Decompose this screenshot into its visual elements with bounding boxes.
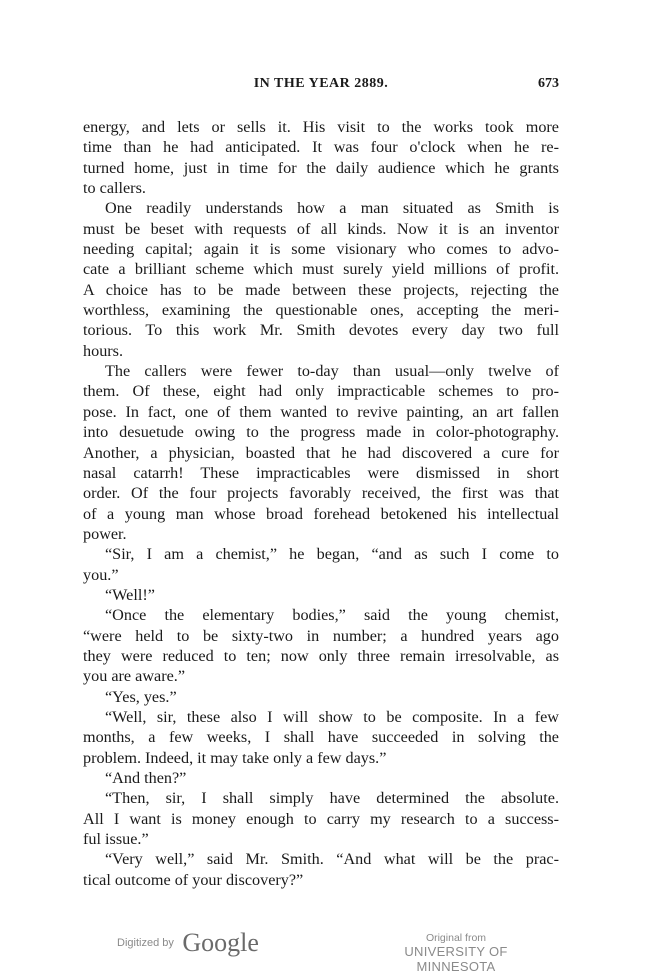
google-logo: Google (182, 928, 259, 957)
text-line: must be beset with requests of all kinds. Now it is an inventor (83, 219, 559, 238)
body-text (83, 117, 559, 890)
text-line: The callers were fewer to-day than usual—only twelve of (105, 362, 559, 381)
text-line: needing capital; again it is some visionary who comes to advo- (83, 240, 559, 259)
text-line: power. (83, 524, 127, 543)
text-line: Another, a physician, boasted that he had discovered a cure for (83, 443, 559, 462)
text-line: order. Of the four projects favorably received, the first was that (83, 484, 559, 503)
text-line: “Yes, yes.” (105, 687, 177, 706)
text-line: tical outcome of your discovery?” (83, 870, 304, 889)
original-from (370, 932, 542, 974)
text-line: to callers. (83, 179, 146, 198)
page-number: 673 (538, 76, 559, 91)
text-line: them. Of these, eight had only impracticable schemes to pro- (83, 382, 559, 401)
text-line: torious. To this work Mr. Smith devotes every day two full (83, 321, 559, 340)
text-line: they were reduced to ten; now only three remain irresolvable, as (83, 646, 559, 665)
text-line: A choice has to be made between these projects, rejecting the (83, 280, 559, 299)
text-line: nasal catarrh! These impracticables were dismissed in short (83, 463, 559, 482)
institution-name: UNIVERSITY OF MINNESOTA (404, 944, 508, 974)
text-line: of a young man whose broad forehead betokened his intellectual (83, 504, 559, 523)
text-line: ful issue.” (83, 830, 149, 849)
text-line: worthless, examining the questionable ones, accepting the meri- (83, 301, 559, 320)
running-title: IN THE YEAR 2889. (253, 76, 389, 91)
text-line: cate a brilliant scheme which must surely yield millions of profit. (83, 260, 559, 279)
text-line: “Well!” (105, 585, 155, 604)
text-line: “Once the elementary bodies,” said the young chemist, (105, 606, 559, 625)
text-line: you.” (83, 565, 119, 584)
text-line: “Then, sir, I shall simply have determined the absolute. (105, 789, 559, 808)
text-line: into desuetude owing to the progress made in color-photography. (83, 423, 559, 442)
text-line: hours. (83, 341, 124, 360)
running-header (83, 76, 559, 96)
text-line: energy, and lets or sells it. His visit to the works took more (83, 118, 559, 136)
text-line: “were held to be sixty-two in number; a hundred years ago (83, 626, 559, 645)
text-line: you are aware.” (83, 667, 186, 686)
text-line: turned home, just in time for the daily audience which he grants (83, 158, 559, 177)
text-line: One readily understands how a man situated as Smith is (105, 199, 559, 218)
digitized-label: Digitized by (117, 937, 174, 949)
text-line: pose. In fact, one of them wanted to revive painting, an art fallen (83, 402, 559, 421)
text-line: “Sir, I am a chemist,” he began, “and as such I come to (105, 545, 559, 564)
text-line: “And then?” (105, 769, 187, 787)
digitized-by-google (117, 928, 259, 958)
text-line: months, a few weeks, I shall have succeeded in solving the (83, 728, 559, 747)
text-line: time than he had anticipated. It was four o'clock when he re- (83, 138, 559, 157)
text-line: All I want is money enough to carry my research to a success- (83, 809, 559, 828)
text-line: “Well, sir, these also I will show to be composite. In a few (105, 707, 559, 726)
original-from-label: Original from (425, 932, 487, 944)
text-line: “Very well,” said Mr. Smith. “And what will be the prac- (105, 850, 559, 869)
text-line: problem. Indeed, it may take only a few days.” (83, 748, 387, 767)
